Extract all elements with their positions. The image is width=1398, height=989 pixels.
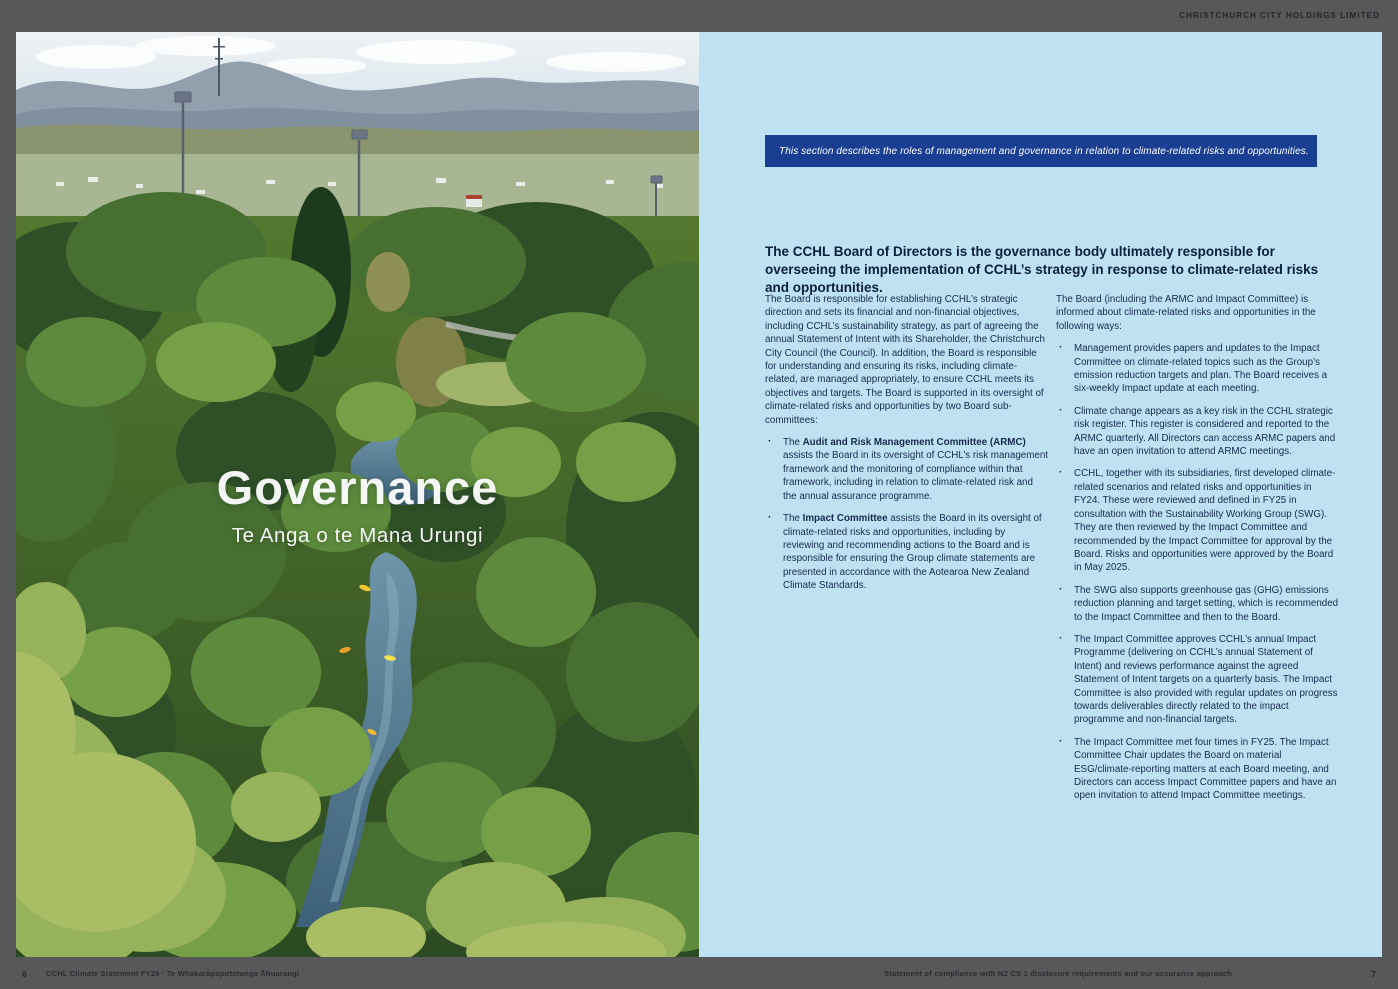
bullet-text: assists the Board in its oversight of CCHL’s risk management framework and the monitoring of compliance within that framework, including in relation to climate-related risk and the annual assurance programme. [783, 450, 1048, 502]
content-page [699, 32, 1382, 957]
bullet-impact-programme: · The Impact Committee approves CCHL’s annual Impact Programme (delivering on CCHL’s annual Statement of Intent) and reviews performance against the agreed Statement of Intent targets on a quarterly basis. The Impact Committee is also provided with regular updates on progress towards deliverables directly related to the impact programme and non-financial targets. [1056, 633, 1339, 727]
red-roof-building [466, 198, 482, 207]
footer-section-reference: Statement of compliance with NZ CS 1 disclosure requirements and our assurance approach [884, 969, 1232, 978]
section-subtitle-maori: Te Anga o te Mana Urungi [231, 524, 484, 547]
olive-tree-2 [366, 252, 410, 312]
company-name-header: CHRISTCHURCH CITY HOLDINGS LIMITED [1179, 11, 1380, 20]
bullet-text: The [783, 437, 803, 449]
intro-statement: The CCHL Board of Directors is the governance body ultimately responsible for overseeing the implementation of CCHL’s strategy in response to climate-related risks and opportunities. [765, 244, 1319, 295]
section-description-banner [765, 135, 1317, 167]
impact-committee-name-bold: Impact Committee [802, 513, 888, 525]
board-informed-paragraph: The Board (including the ARMC and Impact Committee) is informed about climate-related risks and opportunities in the following ways: [1056, 294, 1316, 332]
bullet-text: assists the Board in its oversight of climate-related risks and opportunities, including by reviewing and recommending actions to the Board and is responsible for ensuring the Group climate statements are presented in accordance with the Aotearoa New Zealand Climate Standards. [783, 513, 1042, 592]
page-number-right: 7 [1371, 969, 1376, 979]
armc-name-bold: Audit and Risk Management Committee (ARMC) [802, 437, 1026, 449]
bullet-armc [765, 436, 1048, 503]
informed-ways-list [1056, 342, 1339, 803]
board-responsibility-paragraph: The Board is responsible for establishing CCHL’s strategic direction and sets its financial and non-financial objectives, including CCHL’s sustainability strategy, as part of agreeing the annual Statement of Intent with its Shareholder, the Christchurch City Council (the Council). In addition, the Board is responsible for understanding and ensuring its risks, including climate-related, are managed appropriately, to ensure CCHL meets its objectives and targets. The Board is supported in its oversight of climate-related risks and opportunities by two Board sub-committees: [765, 294, 1045, 426]
bullet-text: The [783, 513, 803, 525]
bullet-impact-committee [765, 512, 1048, 592]
bullet-risk-register: · Climate change appears as a key risk in the CCHL strategic risk register. This register is considered and reported to the ARMC quarterly. All Directors can access ARMC papers and have an open invitation to attend ARMC meetings. [1056, 405, 1339, 459]
bullet-management-papers: · Management provides papers and updates to the Impact Committee on climate-related topics such as the Group’s emission reduction targets and plan. The Board receives a six-weekly Impact update at each meeting. [1056, 342, 1339, 396]
section-title: Governance [216, 461, 499, 514]
subcommittee-list [765, 436, 1048, 592]
banner-text: This section describes the roles of management and governance in relation to climate-related risks and opportunities. [779, 145, 1309, 157]
bullet-scenarios: · CCHL, together with its subsidiaries, first developed climate-related scenarios and related risks and opportunities in FY24. These were reviewed and defined in FY25 in consultation with the Sustainability Working Group (SWG). They are then reviewed by the Impact Committee and recommended by the Impact Committee for approval by the Board. Risks and opportunities were approved by the Board in May 2025. [1056, 467, 1339, 574]
hero-photo-page [16, 32, 699, 957]
body-columns [765, 293, 1339, 812]
bullet-swg-ghg: · The SWG also supports greenhouse gas (GHG) emissions reduction planning and target setting, which is recommended to the Impact Committee and then to the Board. [1056, 584, 1339, 624]
column-left [765, 293, 1048, 812]
page-number-left: 6 [22, 969, 27, 979]
column-right [1056, 293, 1339, 812]
footer-document-title: CCHL Climate Statement FY25 · Te Whakarāpopototanga Āhuarangi [46, 969, 300, 978]
bullet-meetings: · The Impact Committee met four times in FY25. The Impact Committee Chair updates the Board on material ESG/climate-reporting matters at each Board meeting, and Directors can access Impact Committee papers and have an open invitation to attend Impact Committee meetings. [1056, 736, 1339, 803]
